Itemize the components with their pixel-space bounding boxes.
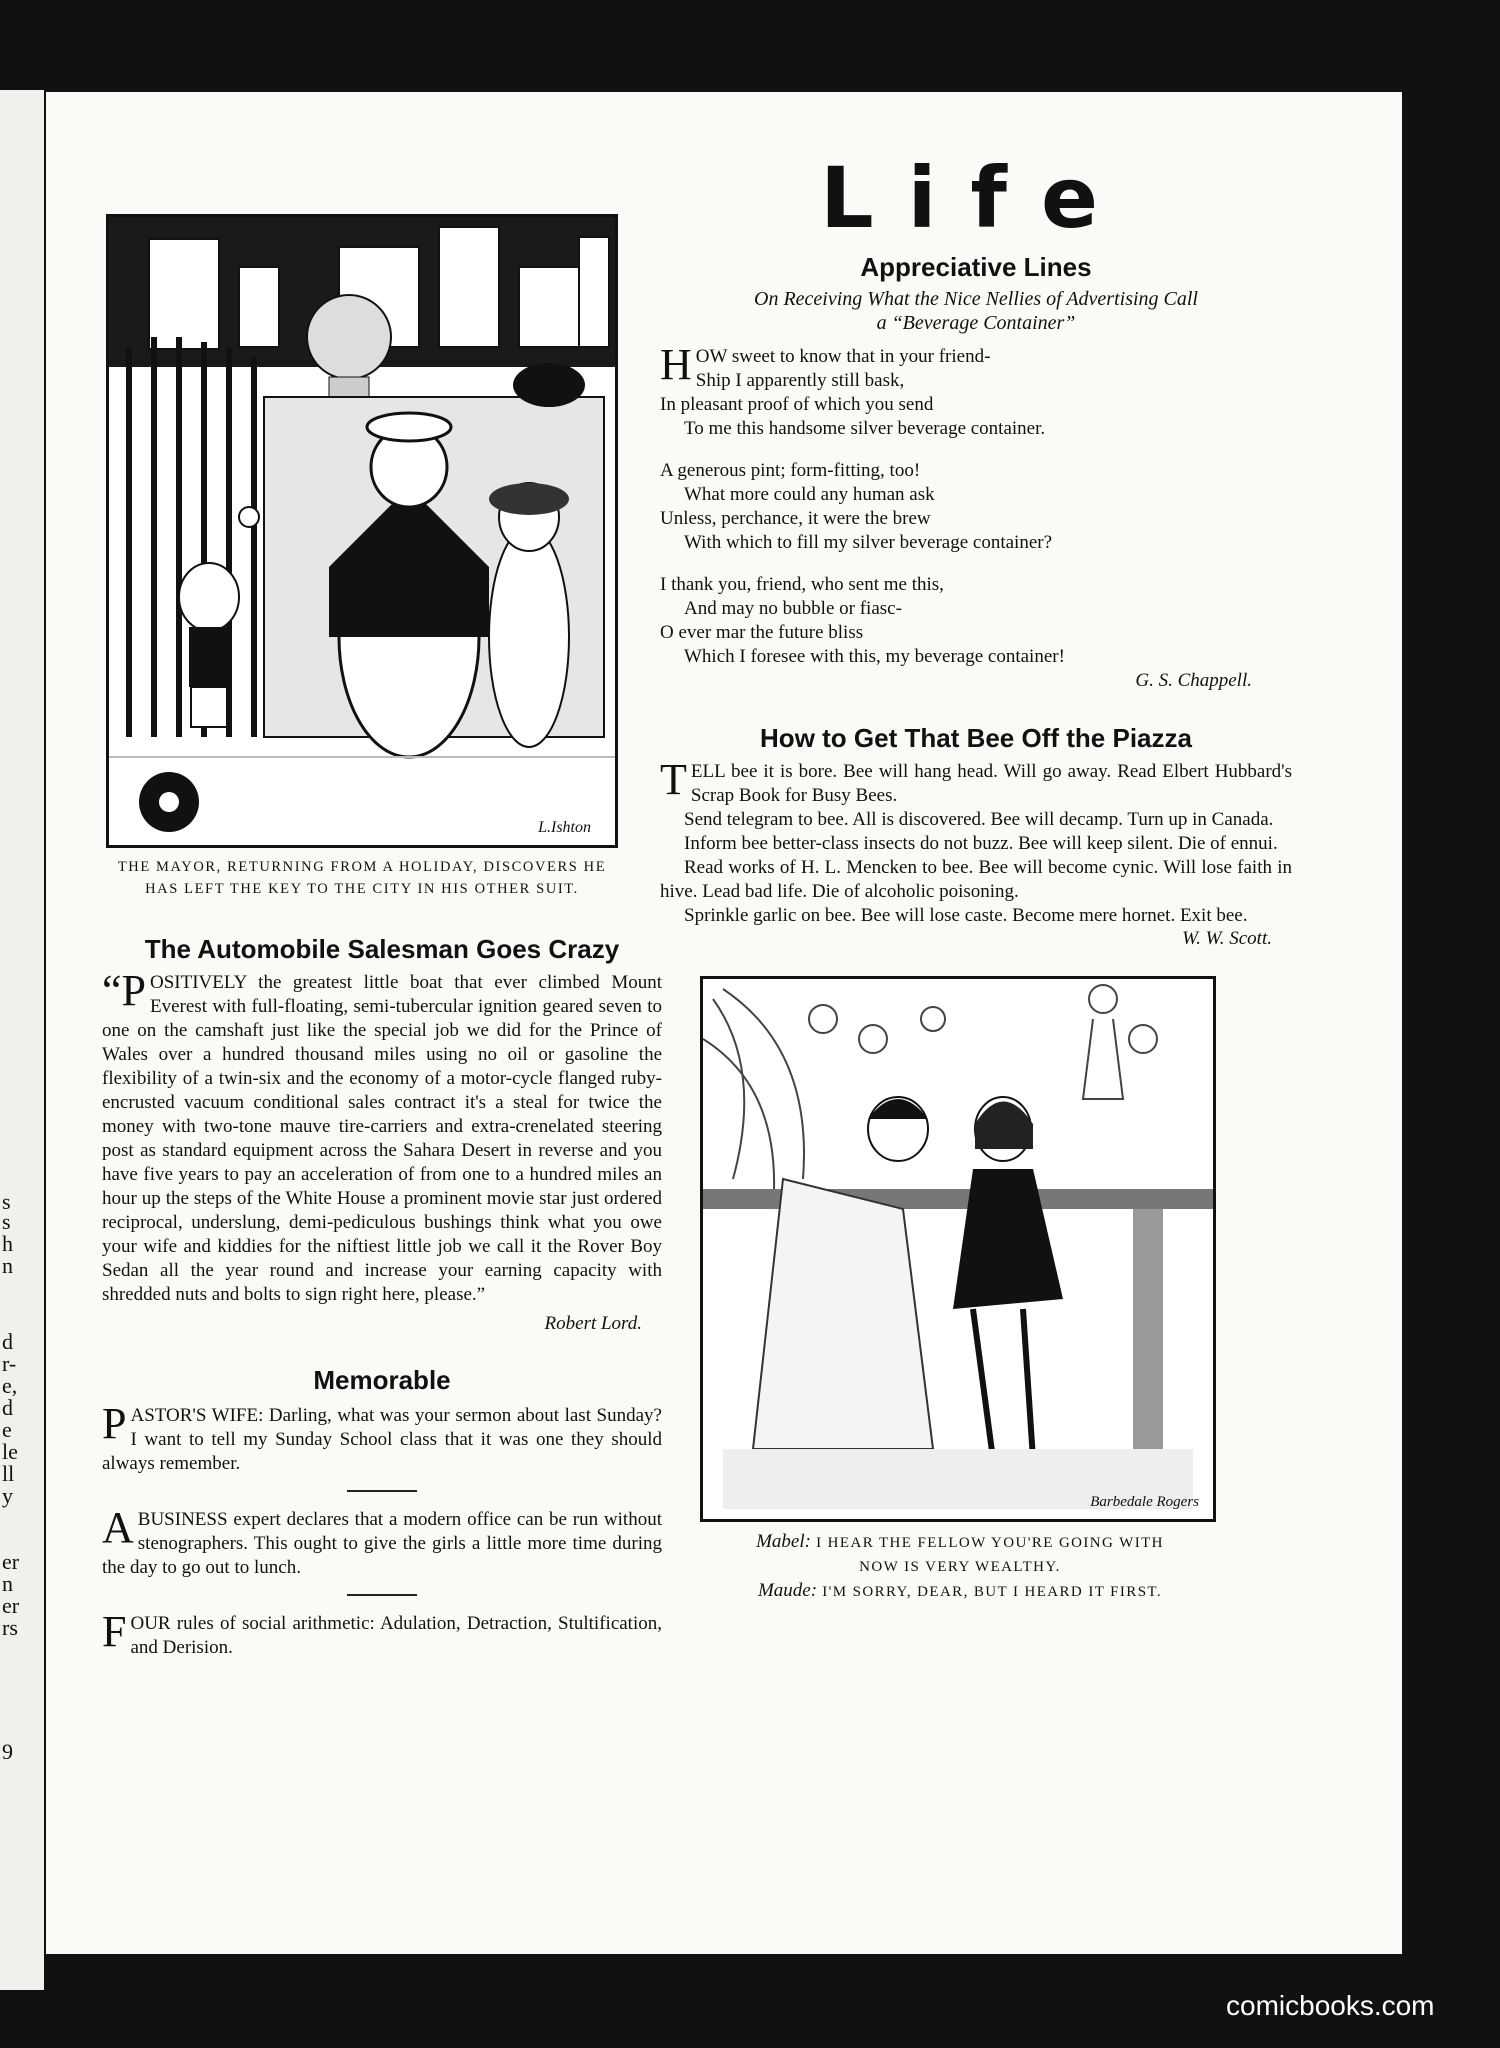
poem-line: To me this handsome silver beverage container. xyxy=(684,418,1046,439)
margin-fragment: h xyxy=(2,1231,13,1256)
cartoon-signature: L.Ishton xyxy=(538,819,591,836)
margin-fragment: r- xyxy=(2,1351,17,1376)
drop-cap: F xyxy=(102,1607,127,1656)
poem-line: In pleasant proof of which you send xyxy=(660,394,934,415)
left-column xyxy=(102,214,692,1660)
poem-line: O ever mar the future bliss xyxy=(660,622,864,643)
margin-fragment: d xyxy=(2,1329,13,1354)
caption-line-2: NOW IS VERY WEALTHY. xyxy=(859,1559,1061,1575)
mabel-maude-cartoon xyxy=(700,976,1216,1522)
divider xyxy=(347,1490,417,1492)
appreciative-poem xyxy=(660,252,1292,693)
speaker-mabel: Mabel: xyxy=(756,1531,811,1552)
caption-line-1: I HEAR THE FELLOW YOU'RE GOING WITH xyxy=(816,1535,1164,1551)
poem-line: A generous pint; form-fitting, too! xyxy=(660,460,921,481)
bee-paragraph-5: Sprinkle garlic on bee. Bee will lose caste. Become mere hornet. Exit bee. xyxy=(684,905,1248,926)
stanza-2 xyxy=(660,459,1292,555)
bee-paragraph-2: Send telegram to bee. All is discovered. Bee will decamp. Turn up in Canada. xyxy=(684,809,1274,830)
poem-body xyxy=(660,340,1292,693)
section-title: Memorable xyxy=(313,1365,451,1395)
article-author: Robert Lord. xyxy=(544,1313,642,1334)
margin-fragment: ll xyxy=(2,1461,15,1486)
poem-line: OW sweet to know that in your friend- xyxy=(695,346,991,367)
poem-line: What more could any human ask xyxy=(684,484,935,505)
stanza-1 xyxy=(660,340,1292,441)
stanza-3 xyxy=(660,573,1292,669)
magazine-page xyxy=(46,92,1402,1954)
article-title: The Automobile Salesman Goes Crazy xyxy=(144,934,620,964)
margin-fragment: er xyxy=(2,1549,20,1574)
poem-line: I thank you, friend, who sent me this, xyxy=(660,574,944,595)
subtitle-line-1: On Receiving What the Nice Nellies of Advertising Call xyxy=(754,288,1198,310)
drop-cap: P xyxy=(102,1399,127,1448)
poem-title: Appreciative Lines xyxy=(860,252,1092,282)
margin-fragment: s xyxy=(2,1209,11,1234)
margin-fragment: s xyxy=(2,1189,11,1214)
mayor-cartoon-caption xyxy=(102,856,622,900)
margin-fragment: e, xyxy=(2,1373,18,1398)
life-masthead-logo: Life xyxy=(820,149,1132,247)
margin-fragment: y xyxy=(2,1483,13,1508)
poem-line: With which to fill my silver beverage container? xyxy=(684,532,1053,553)
divider xyxy=(347,1594,417,1596)
memorable-section xyxy=(102,1365,662,1660)
bee-article xyxy=(660,723,1292,950)
margin-fragment: 9 xyxy=(2,1739,13,1764)
memorable-item-3: OUR rules of social arithmetic: Adulation, Detraction, Stultification, and Derision. xyxy=(130,1613,662,1658)
caption-line-2: HAS LEFT THE KEY TO THE CITY IN HIS OTHER SUIT. xyxy=(145,881,579,897)
drop-cap: H xyxy=(660,340,692,389)
margin-fragment: e xyxy=(2,1417,12,1442)
caption-line-1: THE MAYOR, RETURNING FROM A HOLIDAY, DISCOVERS HE xyxy=(117,859,607,875)
margin-fragment: n xyxy=(2,1253,13,1278)
bee-paragraph-3: Inform bee better-class insects do not buzz. Bee will keep silent. Die of ennui. xyxy=(684,833,1278,854)
poem-subtitle xyxy=(660,287,1292,335)
memorable-item-2: BUSINESS expert declares that a modern office can be run without stenographers. This ought to give the girls a little more time during the day to go out to lunch. xyxy=(102,1509,662,1578)
margin-fragment: le xyxy=(2,1439,18,1464)
poem-line: Ship I apparently still bask, xyxy=(695,370,905,391)
poem-line: Unless, perchance, it were the brew xyxy=(660,508,931,529)
right-column xyxy=(660,149,1292,1604)
mayor-cartoon-drawing xyxy=(109,217,615,845)
cartoon-signature: Barbedale Rogers xyxy=(1090,1494,1199,1510)
poem-line: Which I foresee with this, my beverage container! xyxy=(684,646,1065,667)
margin-fragment: d xyxy=(2,1395,13,1420)
margin-fragment: er xyxy=(2,1593,20,1618)
article-title: How to Get That Bee Off the Piazza xyxy=(760,723,1192,753)
drop-cap: T xyxy=(660,755,687,804)
mabel-maude-caption xyxy=(680,1530,1240,1604)
caption-line-3: I'M SORRY, DEAR, BUT I HEARD IT FIRST. xyxy=(822,1584,1163,1600)
drop-cap: “P xyxy=(102,966,146,1015)
poem-author: G. S. Chappell. xyxy=(1135,670,1252,691)
article-author: W. W. Scott. xyxy=(1182,928,1272,949)
mabel-maude-drawing xyxy=(703,979,1213,1519)
drop-cap: A xyxy=(102,1503,134,1552)
subtitle-line-2: a “Beverage Container” xyxy=(876,312,1076,334)
site-watermark: comicbooks.com xyxy=(1226,1990,1435,2021)
speaker-maude: Maude: xyxy=(757,1580,818,1601)
mayor-cartoon xyxy=(106,214,618,848)
bee-paragraph-1: ELL bee it is bore. Bee will hang head. Will go away. Read Elbert Hubbard's Scrap Book for Busy Bees. xyxy=(690,761,1292,806)
article-body: OSITIVELY the greatest little boat that ever climbed Mount Everest with full-floating, semi-tubercular ignition geared seven to one on the camshaft just like the special job we did for the Prince of Wales over a hundred thousand miles using no oil or gasoline the flexibility of a twin-six and the economy of a motor-cycle flanged ruby-encrusted vacuum conditional sales contract it's a steal for twice the money with two-tone mauve tire-carriers and extra-crenelated steering post as standard equipment across the Sahara Desert in reverse and you have five years to pay an acceleration of from one to a hundred miles an hour up the steps of the White House a prominent movie star just ordered reciprocal, underslung, demi-pediculous bushings think what you owe your wife and kiddies for the niftiest little job we call it the Rover Boy Sedan all the year round and increase your earning capacity with shredded nuts and bolts to sign right here, please.” xyxy=(102,972,662,1305)
poem-line: And may no bubble or fiasc- xyxy=(684,598,902,619)
automobile-article xyxy=(102,934,662,1335)
adjacent-page-edge xyxy=(0,90,44,1990)
margin-fragment: n xyxy=(2,1571,13,1596)
bee-paragraph-4: Read works of H. L. Mencken to bee. Bee will become cynic. Will lose faith in hive. Lead bad life. Die of alcoholic poisoning. xyxy=(660,857,1292,902)
memorable-item-1: ASTOR'S WIFE: Darling, what was your sermon about last Sunday? I want to tell my Sunday School class that it was one they should always remember. xyxy=(102,1405,662,1474)
margin-fragment: rs xyxy=(2,1615,18,1640)
